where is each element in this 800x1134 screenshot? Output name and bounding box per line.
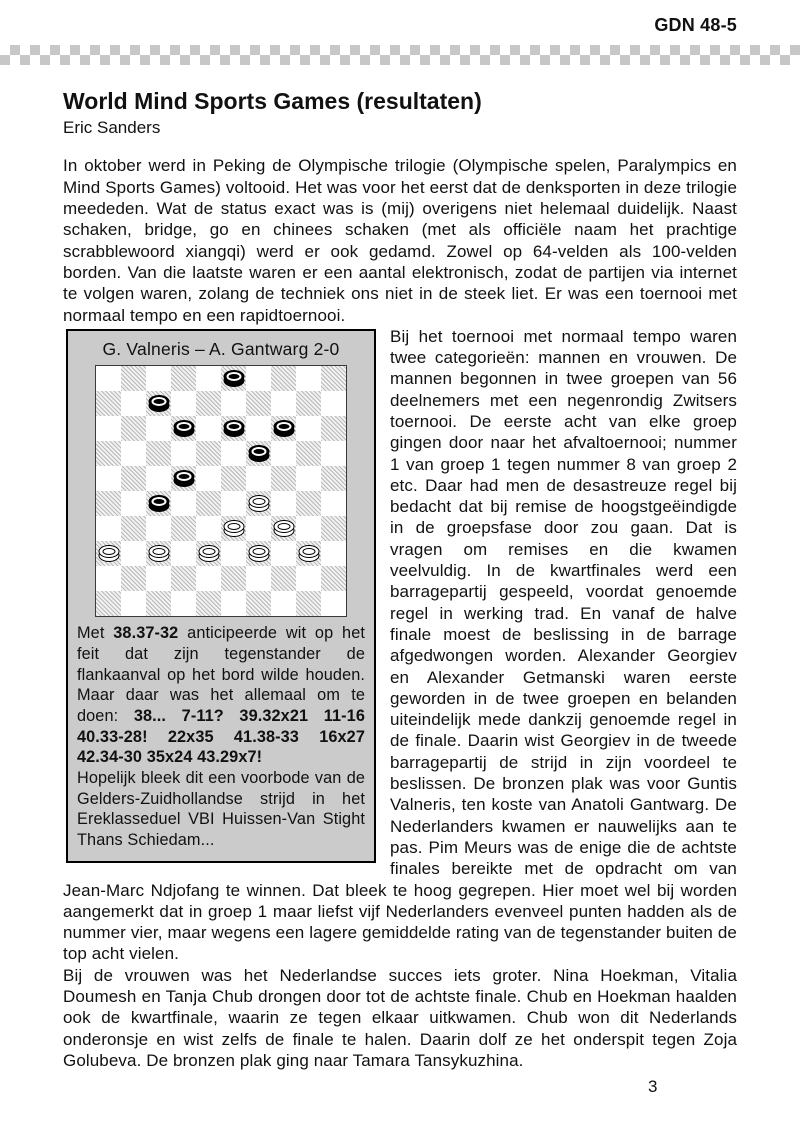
board-cell <box>196 441 221 466</box>
board-cell <box>121 441 146 466</box>
board-cell <box>121 366 146 391</box>
board-cell <box>246 466 271 491</box>
board-cell <box>271 591 296 616</box>
board-cell <box>246 416 271 441</box>
board-cell <box>96 441 121 466</box>
figure-title: G. Valneris – A. Gantwarg 2-0 <box>102 338 340 359</box>
board-cell <box>96 516 121 541</box>
board-cell <box>196 466 221 491</box>
caption-text: anticipeerde wit op het feit dat zijn tegenstander de flankaanval op het bord wilde houden. Maar daar was het allemaal om te doen: <box>77 624 365 725</box>
board-cell <box>221 466 246 491</box>
board-cell <box>221 441 246 466</box>
board-cell <box>146 466 171 491</box>
figure-caption-moves <box>77 623 365 768</box>
paragraph-1: In oktober werd in Peking de Olympische trilogie (Olympische spelen, Paralympics en Mind Sports Games) voltooid. Het was voor het eerst dat de denksporten in deze trilogie meededen. Wat de status exact was is (mij) overigens niet helemaal duidelijk. Naast schaken, bridge, go en chinees schaken (met als officiële naam het prachtige scrabblewoord xiangqi) werd er ook gedamd. Zowel op 64-velden als 100-velden borden. Van die laatste waren er een aantal elektronisch, zodat de partijen via internet te volgen waren, zolang de techniek ons niet in de steek liet. Er was een toernooi met normaal tempo en een rapidtoernooi. <box>63 156 737 325</box>
black-piece <box>273 420 294 437</box>
board-cell <box>146 566 171 591</box>
board-cell <box>196 541 221 566</box>
board-cell <box>121 466 146 491</box>
black-piece <box>148 395 169 412</box>
paragraph-3: Bij de vrouwen was het Nederlandse succes iets groter. Nina Hoekman, Vitalia Doumesh en Tanja Chub drongen door tot de achtste finale. Chub en Hoekman haalden ook de kwartfinale, waarin ze tegen elkaar uitkwamen. Chub won dit Nederlands onderonsje en wist zelfs de finale te halen. Daarin dolf ze het onderspit tegen Zoja Golubeva. De bronzen plak ging naar Tamara Tansykuzhina. <box>63 965 737 1070</box>
black-piece <box>148 495 169 512</box>
issue-label: GDN 48-5 <box>654 15 737 35</box>
board-cell <box>271 491 296 516</box>
board-cell <box>271 516 296 541</box>
board-cell <box>171 466 196 491</box>
board-cell <box>121 491 146 516</box>
board-cell <box>146 541 171 566</box>
board-cell <box>171 491 196 516</box>
board-cell <box>271 541 296 566</box>
board-cell <box>246 541 271 566</box>
caption-text: Met <box>77 624 114 643</box>
article-body <box>63 155 737 1071</box>
board-cell <box>196 391 221 416</box>
board-cell <box>96 541 121 566</box>
board-cell <box>171 516 196 541</box>
board-cell <box>246 566 271 591</box>
board-cell <box>96 566 121 591</box>
article <box>63 88 737 1071</box>
board-cell <box>196 491 221 516</box>
board-cell <box>121 416 146 441</box>
board-cell <box>296 416 321 441</box>
board-cell <box>296 366 321 391</box>
board-cell <box>221 516 246 541</box>
figure-box <box>66 329 376 863</box>
figure-caption-note: Hopelijk bleek dit een voorbode van de Gelders-Zuidhollandse strijd in het Ereklasseduel VBI Huissen-Van Stight Thans Schiedam... <box>77 769 365 850</box>
board-cell <box>221 416 246 441</box>
white-piece <box>148 545 169 562</box>
draughts-board <box>95 365 347 617</box>
black-piece <box>223 370 244 387</box>
board-cell <box>121 591 146 616</box>
board-cell <box>121 391 146 416</box>
board-cell <box>296 516 321 541</box>
caption-move-text: 38... 7-11? 39.32x21 11-16 40.33-28! 22x35 41.38-33 16x27 42.34-30 35x24 43.29x7! <box>77 706 365 767</box>
board-cell <box>221 566 246 591</box>
board-cell <box>171 541 196 566</box>
board-cell <box>121 541 146 566</box>
board-cell <box>246 516 271 541</box>
board-cell <box>321 441 346 466</box>
white-piece <box>198 545 219 562</box>
board-cell <box>146 591 171 616</box>
board-cell <box>271 566 296 591</box>
board-cell <box>221 391 246 416</box>
white-piece <box>298 545 319 562</box>
board-cell <box>296 591 321 616</box>
paragraph-2: Bij het toernooi met normaal tempo waren twee categorieën: mannen en vrouwen. De mannen begonnen in twee groepen van 56 deelnemers met een negenrondig Zwitsers toernooi. De eerste acht van elke groep gingen door naar het afvaltoernooi; nummer 1 van groep 1 tegen nummer 8 van groep 2 etc. Daar had men de desastreuze regel bij bedacht dat bij remise de hoogstgeëindigde in de groepsfase door zou gaan. Dat is vragen om remises en die kwamen veelvuldig. In de kwartfinales werd een barragepartij gespeeld, voordat genoemde regel in werking trad. En vanaf de halve finale moest de beslissing in de barrage afgedwongen worden. Alexander Georgiev en Alexander Getmanski waren eerste geworden in de twee groepen en belanden uiteindelijk mede dankzij genoemde regel in de finale. Daarin wist Georgiev in de tweede barragepartij de strijd in zijn voordeel te beslissen. De bronzen plak was voor Guntis Valneris, ten koste van Anatoli Gantwarg. De Nederlanders kwamen er nauwelijks aan te pas. Pim Meurs was de enige die de achtste finales bereikte met de opdracht om van Jean-Marc Ndjofang te winnen. Dat bleek te hoog gegrepen. Hier moet wel bij worden aangemerkt dat in groep 1 maar liefst vijf Nederlanders evenveel punten hadden als de nummer vier, maar wegens een lagere gemiddelde rating van de tegenstander buiten de top acht vielen. <box>63 326 737 964</box>
figure-caption <box>68 617 374 861</box>
board-cell <box>96 391 121 416</box>
checkerboard-band <box>0 45 800 65</box>
board-cell <box>321 566 346 591</box>
board-cell <box>171 366 196 391</box>
board-cell <box>321 391 346 416</box>
article-author: Eric Sanders <box>63 118 161 138</box>
board-cell <box>246 591 271 616</box>
black-piece <box>173 420 194 437</box>
black-piece <box>173 470 194 487</box>
board-cell <box>321 541 346 566</box>
board-cell <box>296 541 321 566</box>
board-cell <box>271 416 296 441</box>
white-piece <box>98 545 119 562</box>
white-piece <box>248 495 269 512</box>
caption-move-text: 38.37-32 <box>113 624 179 643</box>
white-piece <box>248 545 269 562</box>
board-cell <box>196 591 221 616</box>
board-cell <box>246 391 271 416</box>
board-cell <box>271 466 296 491</box>
board-cell <box>246 491 271 516</box>
board-cell <box>221 541 246 566</box>
board-cell <box>196 566 221 591</box>
board-cell <box>146 416 171 441</box>
board-cell <box>96 366 121 391</box>
board-cell <box>96 416 121 441</box>
board-cell <box>196 416 221 441</box>
board-cell <box>196 366 221 391</box>
board-cell <box>271 391 296 416</box>
board-cell <box>171 441 196 466</box>
article-title: World Mind Sports Games (resultaten) <box>63 88 482 114</box>
board-cell <box>196 516 221 541</box>
board-cell <box>296 466 321 491</box>
board-cell <box>146 441 171 466</box>
board-cell <box>296 491 321 516</box>
board-cell <box>221 491 246 516</box>
board-cell <box>271 366 296 391</box>
board-cell <box>321 466 346 491</box>
board-cell <box>246 366 271 391</box>
board-cell <box>171 391 196 416</box>
board-cell <box>221 591 246 616</box>
board-cell <box>96 491 121 516</box>
board-cell <box>321 416 346 441</box>
board-cell <box>146 491 171 516</box>
black-piece <box>223 420 244 437</box>
board-cell <box>171 416 196 441</box>
board-cell <box>171 591 196 616</box>
board-cell <box>171 566 196 591</box>
board-cell <box>321 491 346 516</box>
board-cell <box>146 366 171 391</box>
page-number: 3 <box>648 1077 658 1096</box>
board-cell <box>246 441 271 466</box>
board-cell <box>146 516 171 541</box>
board-cell <box>321 516 346 541</box>
board-cell <box>321 591 346 616</box>
board-cell <box>121 566 146 591</box>
board-cell <box>96 466 121 491</box>
board-cell <box>146 391 171 416</box>
board-cell <box>221 366 246 391</box>
black-piece <box>248 445 269 462</box>
board-cell <box>296 566 321 591</box>
white-piece <box>223 520 244 537</box>
board-cell <box>321 366 346 391</box>
board-cell <box>96 591 121 616</box>
board-cell <box>296 391 321 416</box>
board-cell <box>296 441 321 466</box>
board-cell <box>271 441 296 466</box>
white-piece <box>273 520 294 537</box>
board-cell <box>121 516 146 541</box>
